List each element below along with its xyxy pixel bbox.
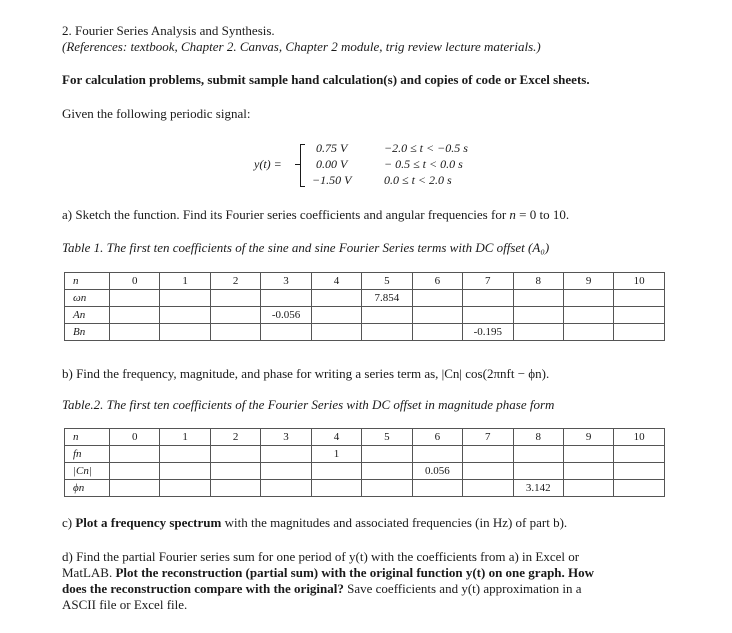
table2-row-0 [65,429,665,446]
table1-row-label: Bn [65,324,110,341]
table1-cell: 7.854 [362,290,412,307]
table1-row-label: An [65,307,110,324]
table1-row-1 [65,290,665,307]
table1-cell [614,307,664,324]
table2-cell [412,446,462,463]
table1-cell [261,290,311,307]
table2-cell [463,446,513,463]
table1-cell [412,324,462,341]
signal-lhs: y(t) = [254,157,282,171]
table2-cell [614,480,664,497]
table1-cell [362,307,412,324]
table1-cell [110,290,160,307]
problem-title: 2. Fourier Series Analysis and Synthesis. [62,23,275,38]
table2-cell [463,480,513,497]
table2-cell [311,480,361,497]
table2-cell [614,463,664,480]
table2-cell [362,463,412,480]
table2-cell [210,463,260,480]
table1-fourier-coefficients [64,272,665,341]
table1-cell: 4 [311,273,361,290]
table1-cell: 9 [563,273,613,290]
table2-cell: 10 [614,429,664,446]
table2-cell [110,480,160,497]
part-d-line-1: d) Find the partial Fourier series sum for one period of y(t) with the coefficients from a) in Excel or [62,549,580,564]
table1-row-2 [65,307,665,324]
table1-cell [563,307,613,324]
table1-cell: 6 [412,273,462,290]
table1-cell [513,324,563,341]
table2-cell: 0.056 [412,463,462,480]
part-a-text: a) Sketch the function. Find its Fourier series coefficients and angular frequencies for n = 0 to 10. [62,207,570,222]
table1-cell [311,290,361,307]
table1-cell [513,307,563,324]
part-d-line-3: does the reconstruction compare with the original? Save coefficients and y(t) approximation in a [62,581,582,596]
table1-cell [110,324,160,341]
table2-cell [311,463,361,480]
table2-cell [362,446,412,463]
table1-cell [311,307,361,324]
table2-cell: 3 [261,429,311,446]
table2-caption: Table.2. The first ten coefficients of the Fourier Series with DC offset in magnitude phase form [62,397,555,412]
table2-cell: 5 [362,429,412,446]
table2-row-3 [65,480,665,497]
given-line: Given the following periodic signal: [62,106,251,121]
table2-cell: 8 [513,429,563,446]
table1-row-0 [65,273,665,290]
table2-cell [261,480,311,497]
table1-cell: 1 [160,273,210,290]
table1-cell [160,307,210,324]
table1-row-3 [65,324,665,341]
piece-2-value: 0.00 V [316,157,348,171]
table1-cell: 5 [362,273,412,290]
table2-cell [160,446,210,463]
table2-cell [513,446,563,463]
table2-cell: 4 [311,429,361,446]
table1-caption: Table 1. The first ten coefficients of the sine and sine Fourier Series terms with DC offset (A₀) [62,240,550,255]
table1-row-label: n [65,273,110,290]
references-line: (References: textbook, Chapter 2. Canvas, Chapter 2 module, trig review lecture materials.) [62,39,541,54]
table2-cell [412,480,462,497]
table2-magnitude-phase [64,428,665,497]
table2-cell [362,480,412,497]
table1-cell [362,324,412,341]
piece-1-value: 0.75 V [316,141,348,155]
part-c-text: c) Plot a frequency spectrum with the magnitudes and associated frequencies (in Hz) of part b). [62,515,568,530]
table1-cell [160,324,210,341]
part-b-text: b) Find the frequency, magnitude, and phase for writing a series term as, |Cn| cos(2πnft − ϕn). [62,366,550,381]
table2-cell: 3.142 [513,480,563,497]
table2-row-label: fn [65,446,110,463]
table2-cell [160,480,210,497]
table2-cell: 2 [210,429,260,446]
table2-cell [614,446,664,463]
table2-cell [210,480,260,497]
table1-row-label: ωn [65,290,110,307]
table2-cell [160,463,210,480]
table2-row-1 [65,446,665,463]
table2-cell: 0 [110,429,160,446]
table2-cell [563,463,613,480]
table1-cell [210,290,260,307]
table1-cell [614,290,664,307]
piecewise-brace [300,144,301,187]
table1-cell [110,307,160,324]
table1-cell: 2 [210,273,260,290]
table1-cell: -0.056 [261,307,311,324]
table2-cell: 1 [311,446,361,463]
table2-cell [110,463,160,480]
piece-3-range: 0.0 ≤ t < 2.0 s [384,173,452,187]
table1-cell [563,290,613,307]
table2-cell [261,463,311,480]
table2-cell [463,463,513,480]
table1-cell [412,290,462,307]
table2-cell: 7 [463,429,513,446]
table2-row-label: n [65,429,110,446]
table1-cell [210,324,260,341]
table2-cell: 9 [563,429,613,446]
table2-cell [563,480,613,497]
table1-cell [311,324,361,341]
table2-cell [210,446,260,463]
part-d-line-4: ASCII file or Excel file. [62,597,188,612]
table2-cell [261,446,311,463]
table1-cell: 7 [463,273,513,290]
table2-row-label: |Cn| [65,463,110,480]
table1-cell [614,324,664,341]
piece-3-value: −1.50 V [312,173,352,187]
piece-1-range: −2.0 ≤ t < −0.5 s [384,141,468,155]
table1-cell: 8 [513,273,563,290]
table1-cell [261,324,311,341]
table2-cell [513,463,563,480]
table1-cell [160,290,210,307]
table1-cell [210,307,260,324]
table2-cell [110,446,160,463]
instruction-line: For calculation problems, submit sample hand calculation(s) and copies of code or Excel sheets. [62,72,590,87]
table1-cell [412,307,462,324]
table2-row-2 [65,463,665,480]
table1-cell [513,290,563,307]
table2-cell: 6 [412,429,462,446]
table1-cell: -0.195 [463,324,513,341]
table2-cell [563,446,613,463]
part-d-line-2: MatLAB. Plot the reconstruction (partial sum) with the original function y(t) on one graph. How [62,565,595,580]
table2-cell: 1 [160,429,210,446]
table1-cell [563,324,613,341]
table1-cell [463,290,513,307]
table2-row-label: ϕn [65,480,110,497]
table1-cell: 10 [614,273,664,290]
table1-cell [463,307,513,324]
table1-cell: 0 [110,273,160,290]
table1-cell: 3 [261,273,311,290]
piece-2-range: − 0.5 ≤ t < 0.0 s [384,157,463,171]
